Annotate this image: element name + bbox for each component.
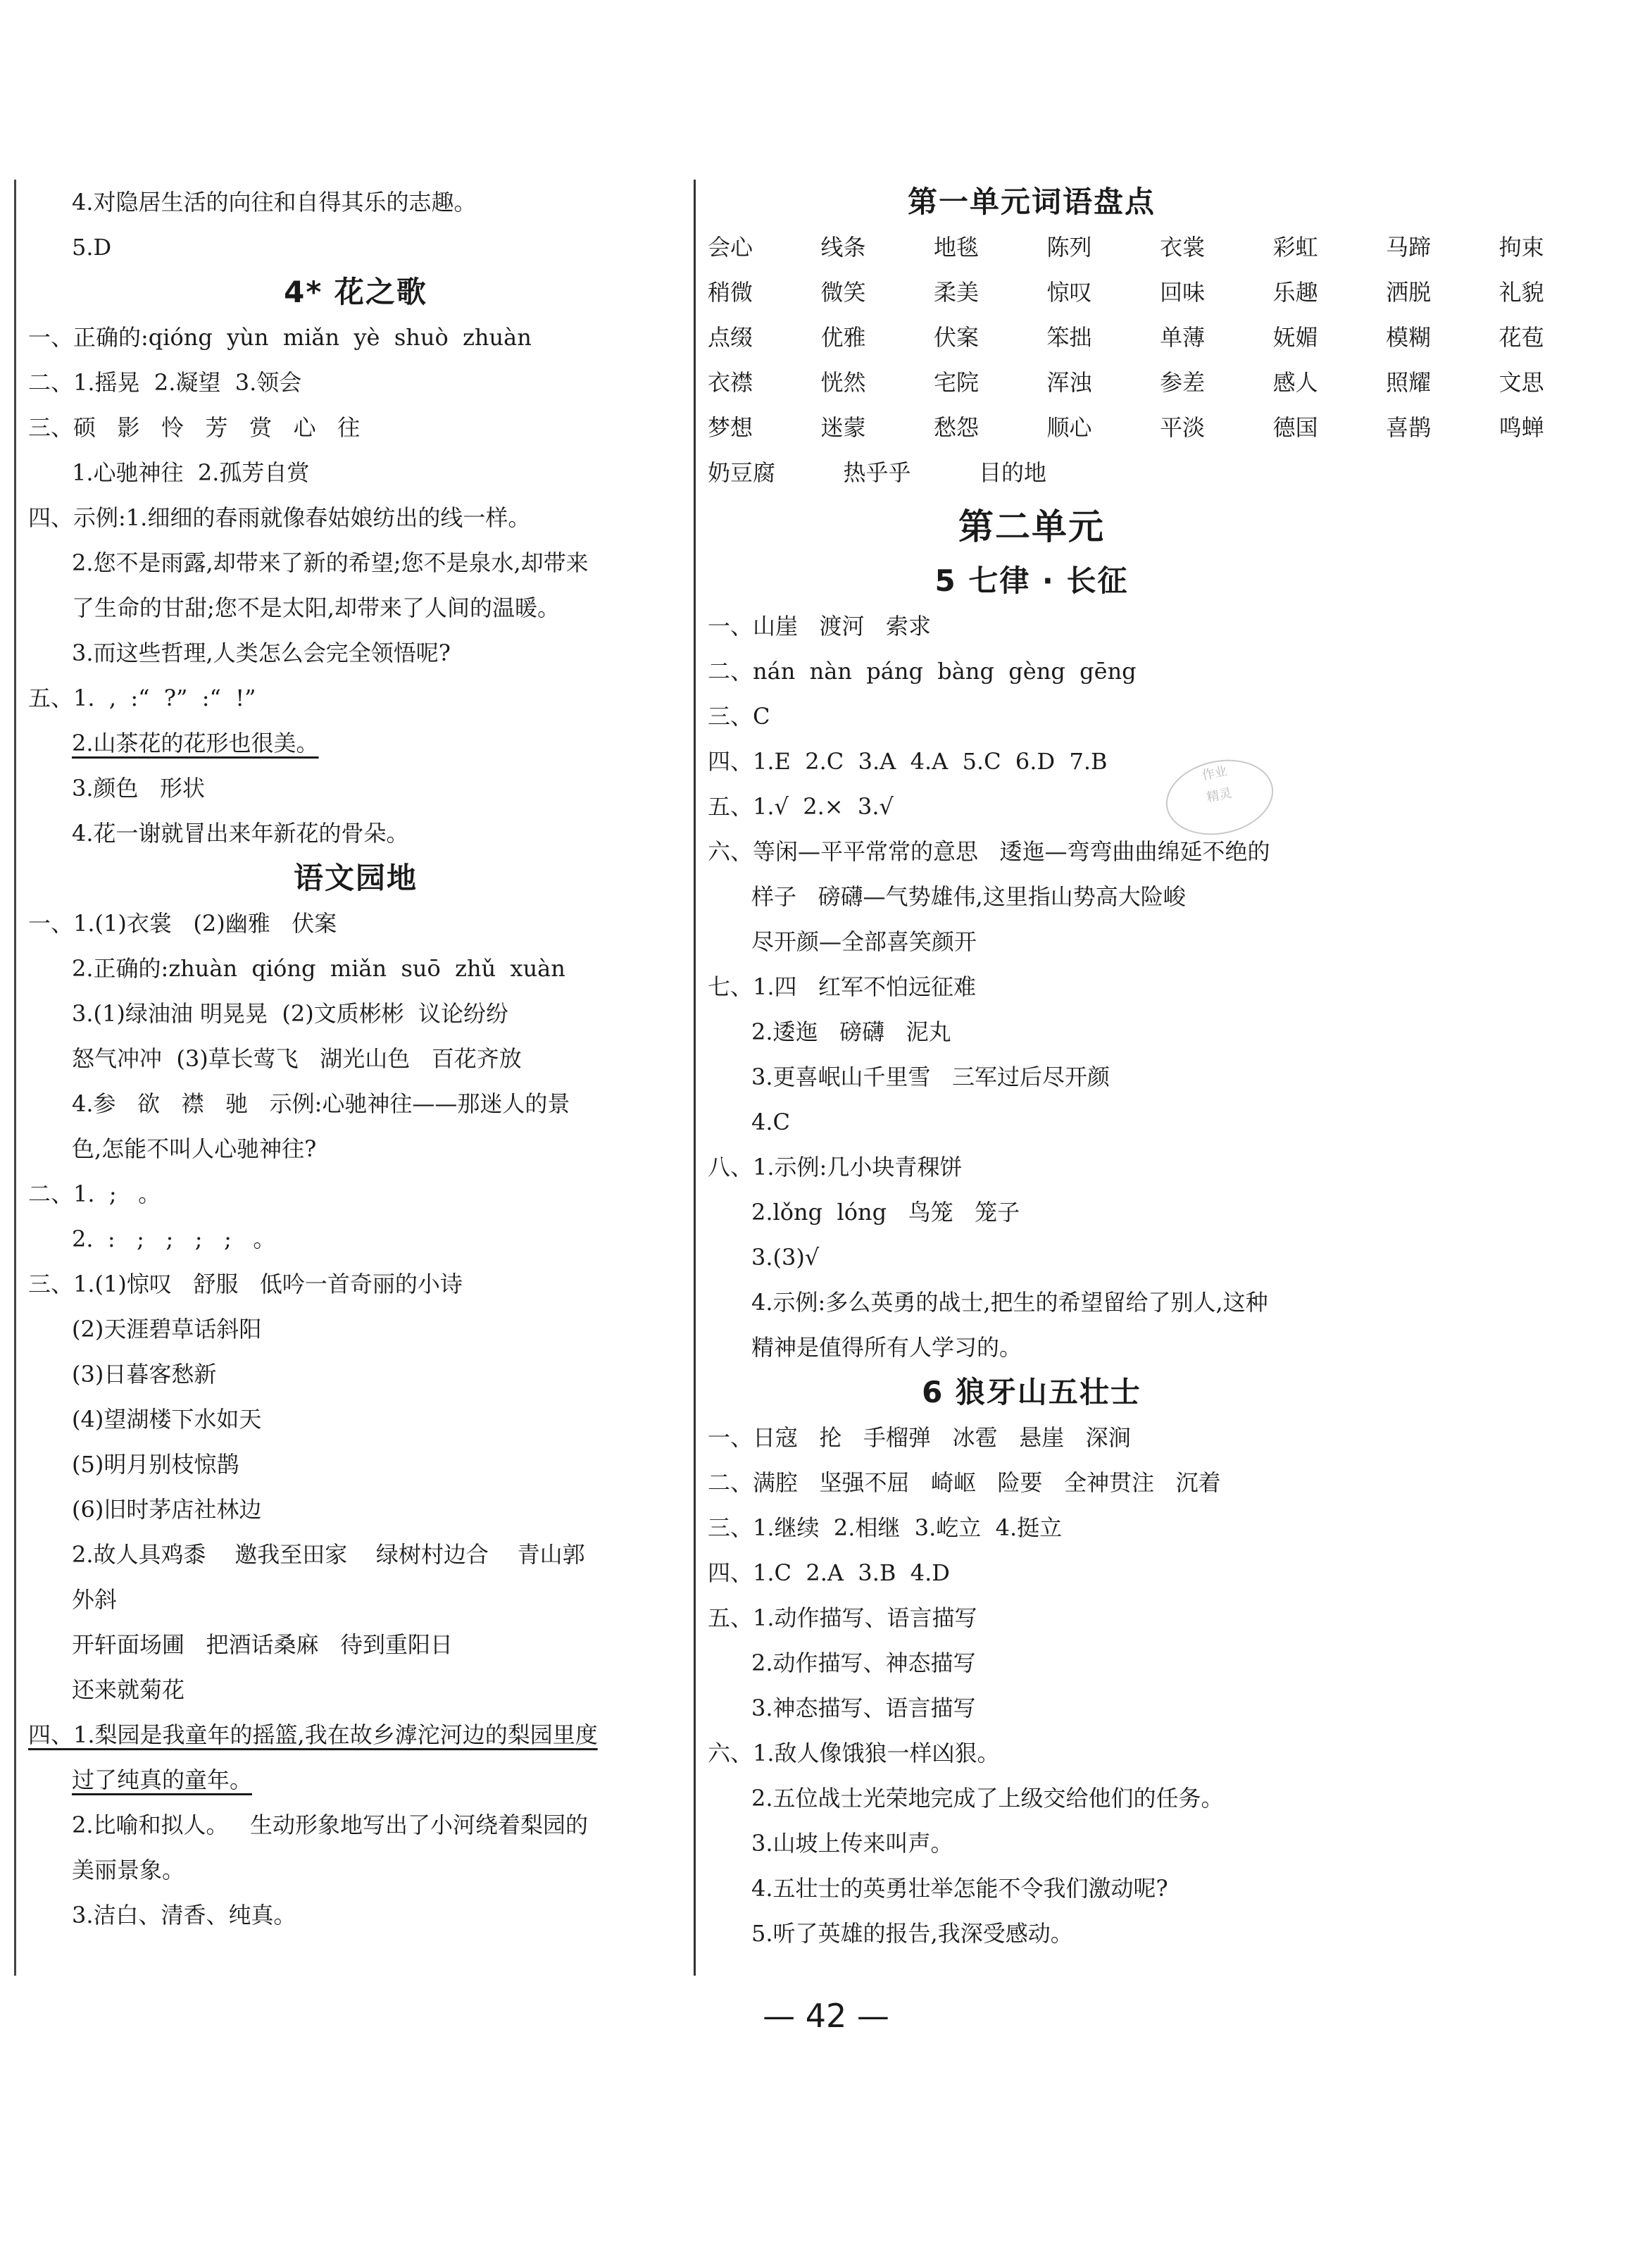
word-row: 会心 线条 地毯 陈列 衣裳 彩虹 马蹄 拘束 xyxy=(708,234,1544,261)
answer-line: 美丽景象。 xyxy=(72,1857,185,1883)
answer-line: 4.示例:多么英勇的战士,把生的希望留给了别人,这种 xyxy=(751,1289,1268,1316)
word-row: 稍微 微笑 柔美 惊叹 回味 乐趣 洒脱 礼貌 xyxy=(708,279,1544,306)
section-title-unit2: 第二单元 xyxy=(958,506,1105,547)
answer-line: 开轩面场圃 把酒话桑麻 待到重阳日 xyxy=(72,1631,453,1658)
right-column xyxy=(708,180,1544,1956)
left-lines-b xyxy=(28,315,683,856)
answer-line: 2.lǒng lóng 鸟笼 笼子 xyxy=(751,1199,1020,1226)
answer-line: 一、山崖 渡河 索求 xyxy=(708,613,932,640)
answer-line: 2.比喻和拟人。 生动形象地写出了小河绕着梨园的 xyxy=(72,1812,589,1838)
answer-line: 三、硕 影 怜 芳 赏 心 往 xyxy=(28,414,361,441)
answer-line: (2)天涯碧草话斜阳 xyxy=(72,1316,262,1342)
answer-line: 2.正确的:zhuàn qióng miǎn suō zhǔ xuàn xyxy=(72,955,565,982)
answer-line: 一、日寇 抡 手榴弹 冰雹 悬崖 深涧 xyxy=(708,1424,1131,1451)
answer-line: 3.而这些哲理,人类怎么会完全领悟呢? xyxy=(72,640,451,666)
answer-line: 还来就菊花 xyxy=(72,1676,185,1703)
answer-line: 5.D xyxy=(72,234,112,261)
answer-line: 4.五壮士的英勇壮举怎能不令我们激动呢? xyxy=(751,1875,1168,1902)
answer-line: 七、1.四 红军不怕远征难 xyxy=(708,973,977,1000)
unit1-word-list xyxy=(708,225,1544,495)
left-column xyxy=(28,180,683,1938)
right-lines-b xyxy=(708,1415,1356,1956)
answer-line: 3.洁白、清香、纯真。 xyxy=(72,1902,296,1928)
answer-line: 4.参 欲 襟 驰 示例:心驰神往——那迷人的景 xyxy=(72,1090,570,1117)
answer-line: 三、1.继续 2.相继 3.屹立 4.挺立 xyxy=(708,1514,1063,1541)
answer-line: 3.颜色 形状 xyxy=(72,775,206,802)
answer-line: 2.逶迤 磅礴 泥丸 xyxy=(751,1018,951,1045)
answer-line: 2.动作描写、神态描写 xyxy=(751,1650,976,1676)
left-margin-rule xyxy=(14,180,16,1976)
answer-line: 4.花一谢就冒出来年新花的骨朵。 xyxy=(72,820,409,847)
answer-line: 二、1.摇晃 2.凝望 3.领会 xyxy=(28,369,302,396)
answer-line: 五、1.动作描写、语言描写 xyxy=(708,1604,977,1631)
answer-line: 4.对隐居生活的向往和自得其乐的志趣。 xyxy=(72,189,477,216)
answer-line: 四、1.E 2.C 3.A 4.A 5.C 6.D 7.B xyxy=(708,748,1108,775)
section-title-unit1-words: 第一单元词语盘点 xyxy=(907,185,1156,219)
answer-line: 3.山坡上传来叫声。 xyxy=(751,1830,953,1857)
answer-line: 色,怎能不叫人心驰神往? xyxy=(72,1135,317,1162)
section-title-langyashan: 6 狼牙山五壮士 xyxy=(922,1375,1141,1409)
answer-line: 五、1.√ 2.× 3.√ xyxy=(708,793,894,820)
answer-line: 三、1.(1)惊叹 舒服 低吟一首奇丽的小诗 xyxy=(28,1271,463,1297)
answer-line: 三、C xyxy=(708,703,770,730)
answer-line: 2.故人具鸡黍 邀我至田家 绿树村边合 青山郭 xyxy=(72,1541,585,1568)
word-row: 梦想 迷蒙 愁怨 顺心 平淡 德国 喜鹊 鸣蝉 xyxy=(708,414,1544,441)
answer-line: 二、nán nàn páng bàng gèng gēng xyxy=(708,658,1137,685)
section-title-yuwen-yuandi: 语文园地 xyxy=(293,861,418,895)
answer-line: 5.听了英雄的报告,我深受感动。 xyxy=(751,1920,1073,1947)
answer-line: 样子 磅礴—气势雄伟,这里指山势高大险峻 xyxy=(751,883,1186,910)
left-lines-a xyxy=(28,180,683,270)
answer-line: 2.五位战士光荣地完成了上级交给他们的任务。 xyxy=(751,1785,1224,1812)
answer-line: 2.您不是雨露,却带来了新的希望;您不是泉水,却带来 xyxy=(72,549,589,576)
answer-line: 六、等闲—平平常常的意思 逶迤—弯弯曲曲绵延不绝的 xyxy=(708,838,1270,865)
section-title-hua-zhi-ge: 4* 花之歌 xyxy=(284,275,427,309)
word-row: 奶豆腐 热乎乎 目的地 xyxy=(708,459,1047,486)
answer-line: 3.神态描写、语言描写 xyxy=(751,1695,976,1721)
watermark-stamp: 作业 精灵 xyxy=(1159,750,1280,844)
answer-line: 一、1.(1)衣裳 (2)幽雅 伏案 xyxy=(28,910,337,937)
answer-line: 六、1.敌人像饿狼一样凶狠。 xyxy=(708,1740,1000,1766)
answer-line: 一、正确的:qióng yùn miǎn yè shuò zhuàn xyxy=(28,324,532,351)
answer-line: 四、1.C 2.A 3.B 4.D xyxy=(708,1559,950,1586)
answer-line: 二、1. ; 。 xyxy=(28,1180,161,1207)
answer-line: 四、示例:1.细细的春雨就像春姑娘纺出的线一样。 xyxy=(28,504,531,531)
right-lines-a xyxy=(708,604,1356,1370)
answer-line: 四、1.梨园是我童年的摇篮,我在故乡滹沱河边的梨园里度 xyxy=(28,1721,598,1748)
answer-line: 五、1. , :“ ?” :“ !” xyxy=(28,685,256,711)
left-lines-c xyxy=(28,901,683,1938)
answer-line: 怒气冲冲 (3)草长莺飞 湖光山色 百花齐放 xyxy=(72,1045,522,1072)
answer-line: 了生命的甘甜;您不是太阳,却带来了人间的温暖。 xyxy=(72,594,560,621)
word-row: 点缀 优雅 伏案 笨拙 单薄 妩媚 模糊 花苞 xyxy=(708,324,1544,351)
answer-line: 4.C xyxy=(751,1109,791,1135)
answer-line: 尽开颜—全部喜笑颜开 xyxy=(751,928,977,955)
answer-line: 八、1.示例:几小块青稞饼 xyxy=(708,1154,963,1180)
column-divider xyxy=(694,180,696,1976)
answer-line: 2. : ; ; ; ; 。 xyxy=(72,1226,276,1252)
answer-line: 外斜 xyxy=(72,1586,118,1613)
page-number: — 42 — xyxy=(763,1997,889,2035)
answer-line: (3)日暮客愁新 xyxy=(72,1361,217,1388)
answer-line: 精神是值得所有人学习的。 xyxy=(751,1334,1022,1361)
answer-line: 二、满腔 坚强不屈 崎岖 险要 全神贯注 沉着 xyxy=(708,1469,1221,1496)
answer-line: 3.(1)绿油油 明晃晃 (2)文质彬彬 议论纷纷 xyxy=(72,1000,509,1027)
answer-line: 1.心驰神往 2.孤芳自赏 xyxy=(72,459,310,486)
answer-line: (5)明月别枝惊鹊 xyxy=(72,1451,239,1478)
section-title-qilv-changzheng: 5 七律 · 长征 xyxy=(934,563,1129,598)
answer-line: (6)旧时茅店社林边 xyxy=(72,1496,262,1523)
word-row: 衣襟 恍然 宅院 浑浊 参差 感人 照耀 文思 xyxy=(708,369,1544,396)
answer-line: 2.山茶花的花形也很美。 xyxy=(72,730,319,756)
answer-line: 过了纯真的童年。 xyxy=(72,1766,253,1793)
answer-line: 3.(3)√ xyxy=(751,1244,820,1271)
answer-line: (4)望湖楼下水如天 xyxy=(72,1406,262,1433)
answer-line: 3.更喜岷山千里雪 三军过后尽开颜 xyxy=(751,1064,1110,1090)
